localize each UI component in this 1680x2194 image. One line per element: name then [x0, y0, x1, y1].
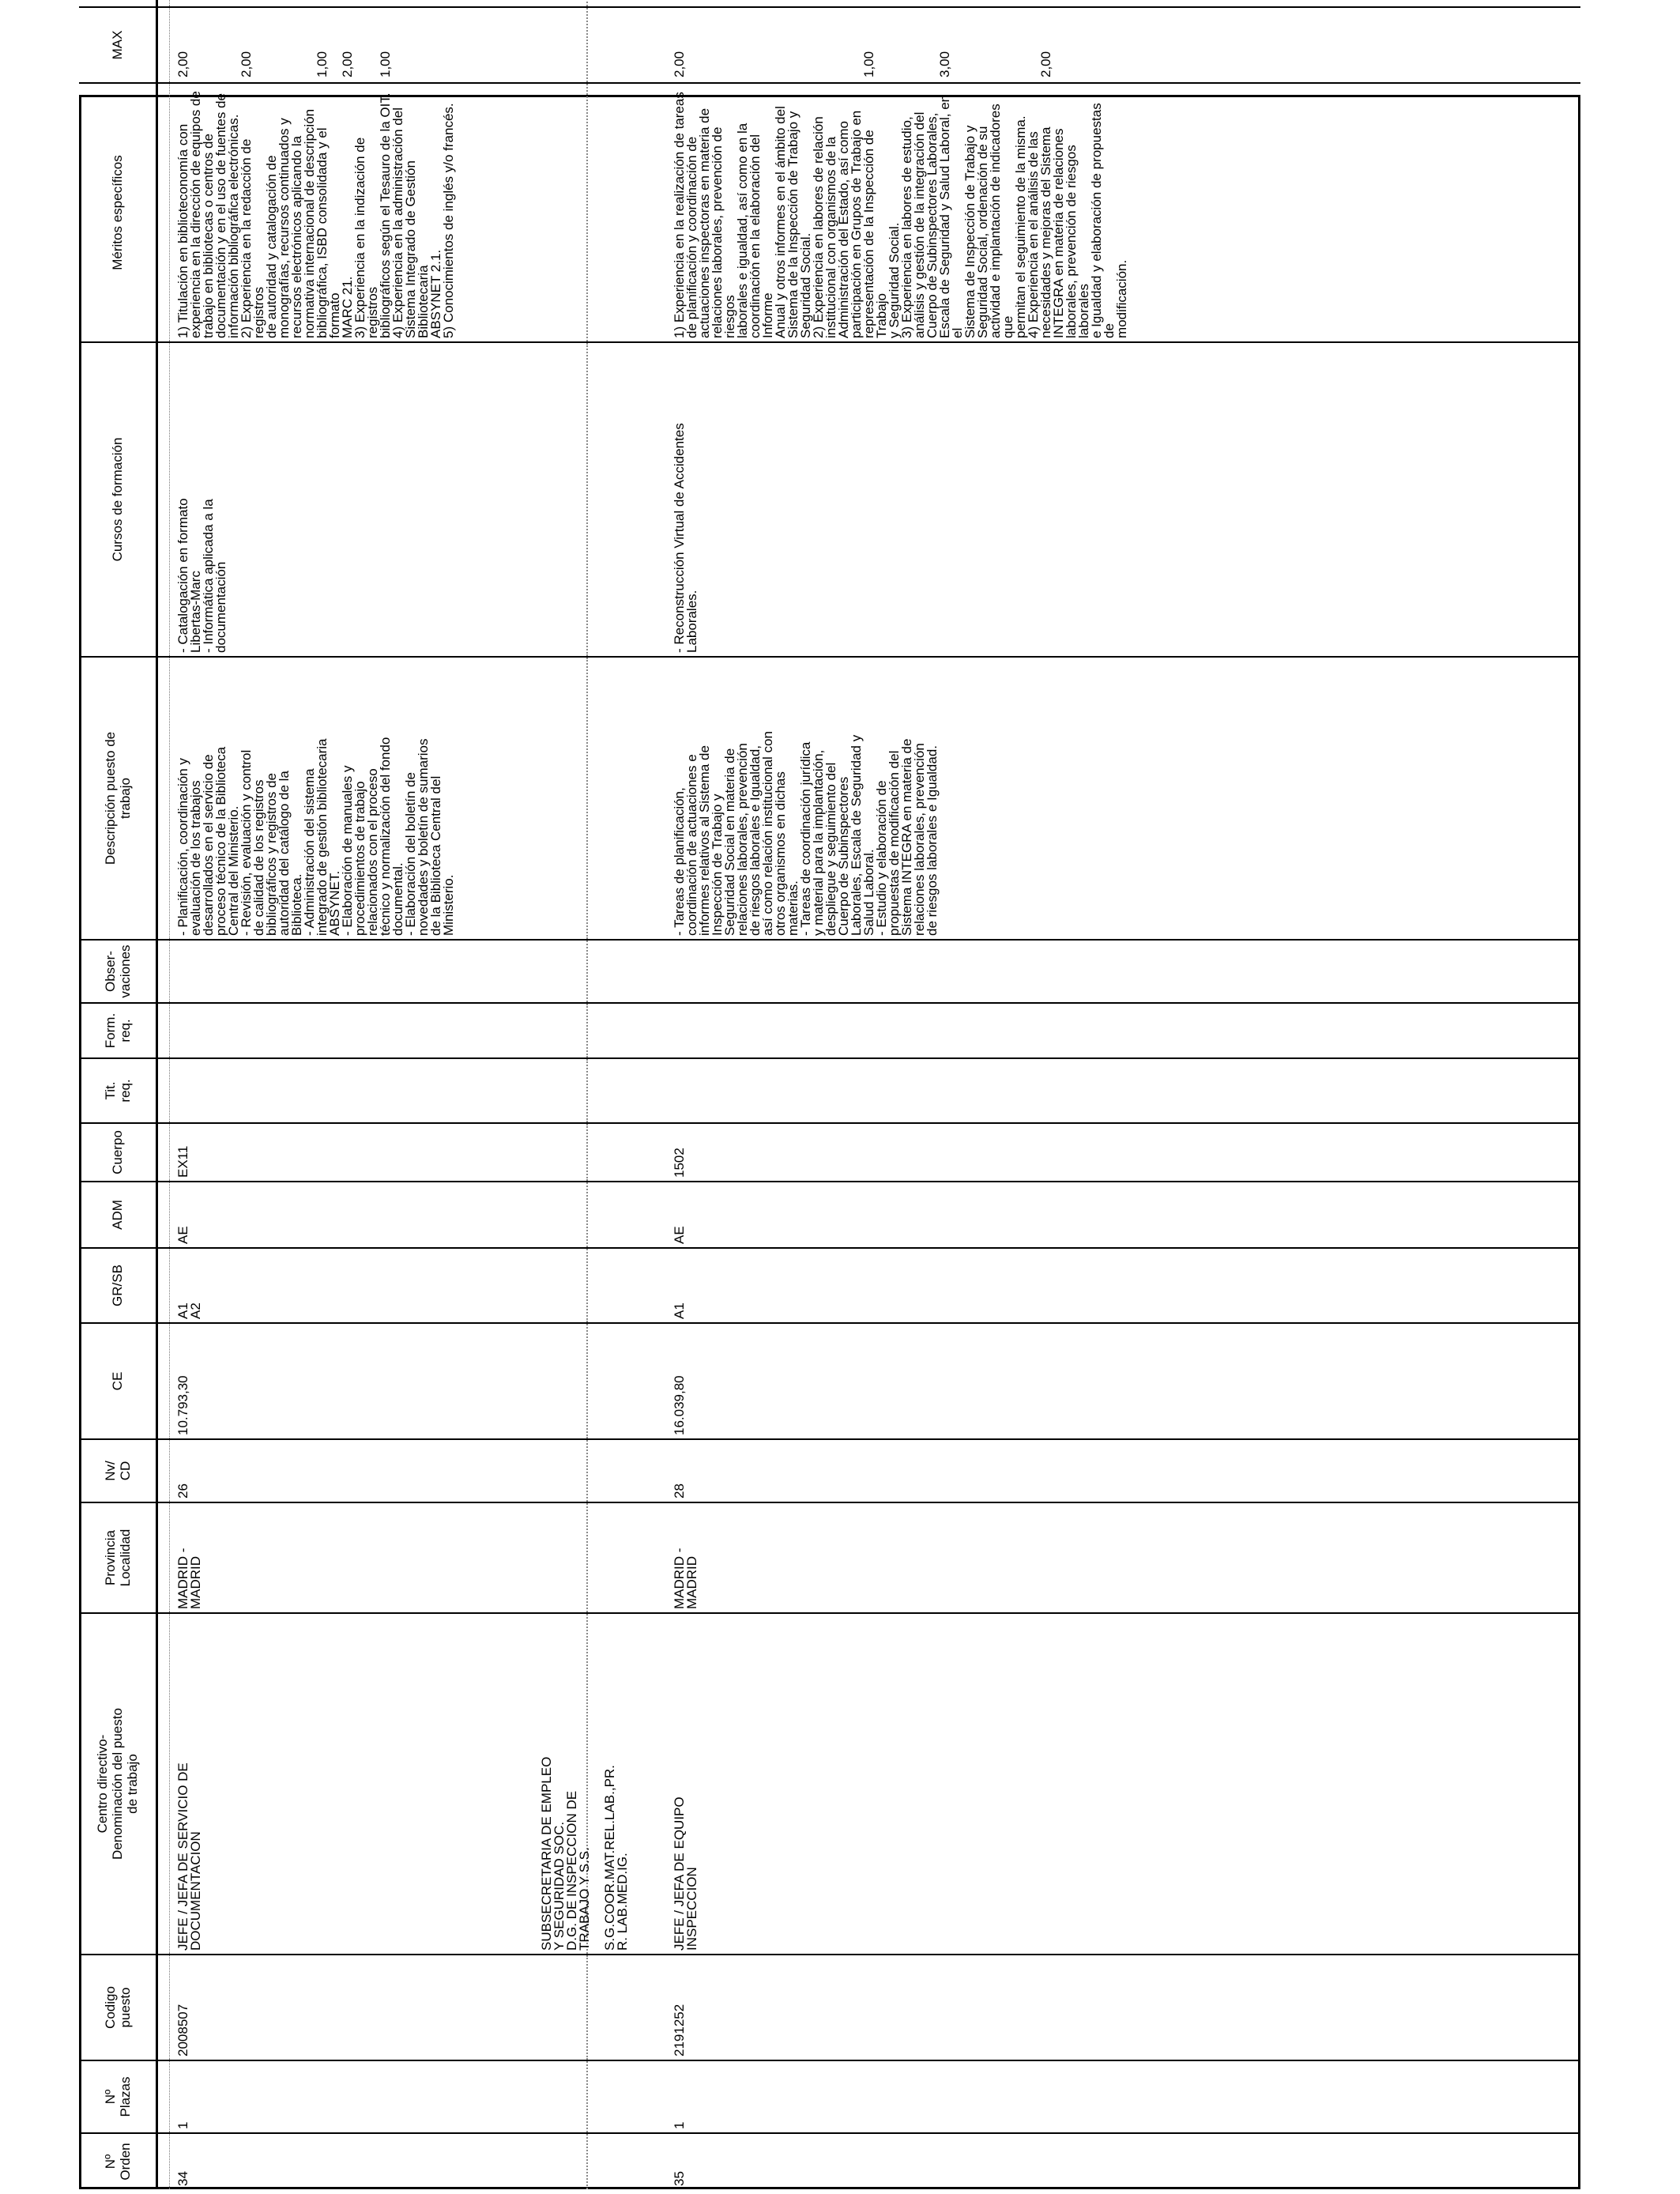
header-titulacion: Tit. req.	[102, 1079, 133, 1103]
col-cuerpo	[79, 1122, 1580, 1181]
row-35-cuerpo: 1502	[672, 1148, 687, 1178]
header-formacion: Form. req.	[102, 1012, 133, 1049]
header-observaciones: Obser- vaciones	[102, 944, 133, 998]
row-34-centro: JEFE / JEFA DE SERVICIO DE DOCUMENTACION	[175, 1762, 203, 1951]
row-35-provincia: MADRID - MADRID	[672, 1547, 699, 1609]
header-provincia: Provincia Localidad	[102, 1529, 133, 1587]
col-descripcion	[79, 656, 1580, 939]
row-34-nivel: 26	[175, 1483, 190, 1498]
row-34-max-item: 2,00	[175, 51, 190, 77]
row-34-meritos: 1) Titulación en biblioteconomía con experiencia en la dirección de equipos de trabajo en bibliotecas o centros de documentación y en el uso de fuentes de información bibliográfica electrónicas. 2) Experiencia en la redacción de registros de autoridad y catalogación de monografías, recursos continuados y recursos electrónicos aplicando la normativa internacional de descripción bibliográfica, ISBD consolidada y el formato MARC 21. 3) Experiencia en la indización de registros bibliográficos según el Tesauro de la OIT. 4) Experiencia en la administración del Sistema Integrado de Gestión Bibliotecaria ABSYNET 2.1. 5) Conocimientos de inglés y/o francés.	[175, 91, 456, 338]
col-me	[79, 0, 1580, 6]
header-max: MAX	[110, 30, 125, 60]
row-34-max-item: 1,00	[378, 51, 393, 77]
row-35-ce: 16.039,80	[672, 1375, 687, 1435]
row-35-grupo: A1	[672, 1302, 687, 1319]
col-codigo	[79, 1954, 1580, 2060]
header-centro: Centro directivo- Denominación del puesto de trabajo	[95, 1708, 140, 1860]
row-35-codigo: 2191252	[672, 2004, 687, 2056]
row-35-centro: JEFE / JEFA DE EQUIPO INSPECCION	[672, 1796, 699, 1951]
col-titulacion	[79, 1057, 1580, 1122]
row-34-cursos: - Catalogación en formato Libertas-Marc - Informática aplicada a la documentación	[175, 498, 228, 653]
row-35-meritos: 1) Experiencia en la realización de tareas de planificación y coordinación de actuaciones inspectoras en materia de relaciones laborales, prevención de riesgos laborales e igualdad, así como en la coordinación en la elaboración del Informe Anual y otros informes en el ámbito del Sistema de la Inspección de Trabajo y Seguridad Social. 2) Experiencia en labores de relación institucional con organismos de la Administración del Estado, así como participación en Grupos de Trabajo en representación de la Inspección de Trabajo y Seguridad Social. 3) Experiencia en labores de estudio, análisis y gestión de la integración del Cuerpo de Subinspectores Laborales, Escala de Seguridad y Salud Laboral, en el Sistema de Inspección de Trabajo y Seguridad Social, ordenación de su actividad e implantación de indicadores que permitan el seguimiento de la misma. 4) Experiencia en el análisis de las necesidades y mejoras del Sistema INTEGRA en materia de relaciones laborales, prevención de riesgos laborales e Igualdad y elaboración de propuestas de modificación.	[672, 92, 1129, 338]
row-34-ce: 10.793,30	[175, 1375, 190, 1435]
header-descripcion: Descripción puesto de trabajo	[102, 731, 133, 865]
header-nivel: Nv/ CD	[102, 1461, 133, 1481]
header-plazas: Nº Plazas	[102, 2076, 133, 2117]
col-grupo	[79, 1247, 1580, 1322]
header-cuerpo: Cuerpo	[110, 1130, 125, 1174]
row-34-grupo: A1 A2	[175, 1302, 203, 1319]
row-35-orden: 35	[672, 2171, 687, 2186]
row-35-plazas: 1	[672, 2121, 687, 2129]
header-meritos: Méritos específicos	[110, 155, 125, 270]
row-34-provincia: MADRID - MADRID	[175, 1547, 203, 1609]
col-max	[79, 6, 1580, 82]
row-34-plazas: 1	[175, 2121, 190, 2129]
row-34-max-item: 2,00	[340, 51, 355, 77]
col-adm	[79, 1181, 1580, 1247]
row-34-orden: 34	[175, 2171, 190, 2186]
row-35-nivel: 28	[672, 1483, 687, 1498]
header-cursos: Cursos de formación	[110, 437, 125, 562]
header-orden: Nº Orden	[102, 2143, 133, 2181]
row-34-adm: AE	[175, 1226, 190, 1244]
row-34-max-item: 2,00	[239, 51, 254, 77]
col-ce	[79, 1322, 1580, 1438]
col-cursos	[79, 341, 1580, 656]
col-plazas	[79, 2060, 1580, 2132]
header-ce: CE	[110, 1371, 125, 1391]
col-nivel	[79, 1438, 1580, 1502]
row-34-max-item: 1,00	[315, 51, 330, 77]
row-35-cursos: - Reconstrucción Virtual de Accidentes Laborales.	[672, 423, 699, 653]
row-35-adm: AE	[672, 1226, 687, 1244]
col-orden	[79, 2132, 1580, 2189]
col-meritos	[79, 82, 1580, 341]
header-grupo: GR/SB	[110, 1265, 125, 1306]
header-codigo: Codigo puesto	[102, 1986, 133, 2029]
col-centro	[79, 1612, 1580, 1954]
col-formacion	[79, 1002, 1580, 1057]
row-34-codigo: 2008507	[175, 2004, 190, 2056]
row-35-max-item: 2,00	[672, 51, 687, 77]
col-provincia	[79, 1502, 1580, 1612]
col-observaciones	[79, 939, 1580, 1002]
row-35-max-item: 2,00	[1038, 51, 1053, 77]
group-header-centro: SUBSECRETARIA DE EMPLEO Y SEGURIDAD SOC. D.G. DE INSPECCION DE TRABAJO Y S.S. S.G.COOR.MAT.REL.LAB.,PR. R. LAB.MED.IG.	[539, 1756, 630, 1951]
rpt-table	[79, 30, 1580, 2189]
row-34-cuerpo: EX11	[175, 1145, 190, 1178]
row-35-max-item: 1,00	[861, 51, 876, 77]
row-35-descripcion: - Tareas de planificación, coordinación de actuaciones e informes relativos al Sistema de Inspección de Trabajo y Seguridad Social en materia de relaciones laborales, prevención de riesgos laborales e Igualdad, así como relación institucional con otros organismos en dichas materias. - Tareas de coordinación jurídica y material para la implantación, despliegue y seguimiento del Cuerpo de Subinspectores Laborales, Escala de Seguridad y Salud Laboral. - Estudio y elaboración de propuestas de modificación del Sistema INTEGRA en materia de relaciones laborales, prevención de riesgos laborales e Igualdad.	[672, 731, 940, 936]
row-35-max-item: 3,00	[937, 51, 952, 77]
row-34-descripcion: - Planificación, coordinación y evaluación de los trabajos desarrollados en el servicio de proceso técnico de la Biblioteca Central del Ministerio. - Revisión, evaluación y control de calidad de los registros bibliográficos y registros de autoridad del catálogo de la Biblioteca. - Administración del sistema integrado de gestión bibliotecaria ABSYNET. - Elaboración de manuales y procedimientos de trabajo relacionados con el proceso técnico y normalización del fondo documental. - Elaboración del boletín de novedades y boletín de sumarios de la Biblioteca Central del Ministerio.	[175, 737, 456, 936]
header-adm: ADM	[110, 1200, 125, 1230]
